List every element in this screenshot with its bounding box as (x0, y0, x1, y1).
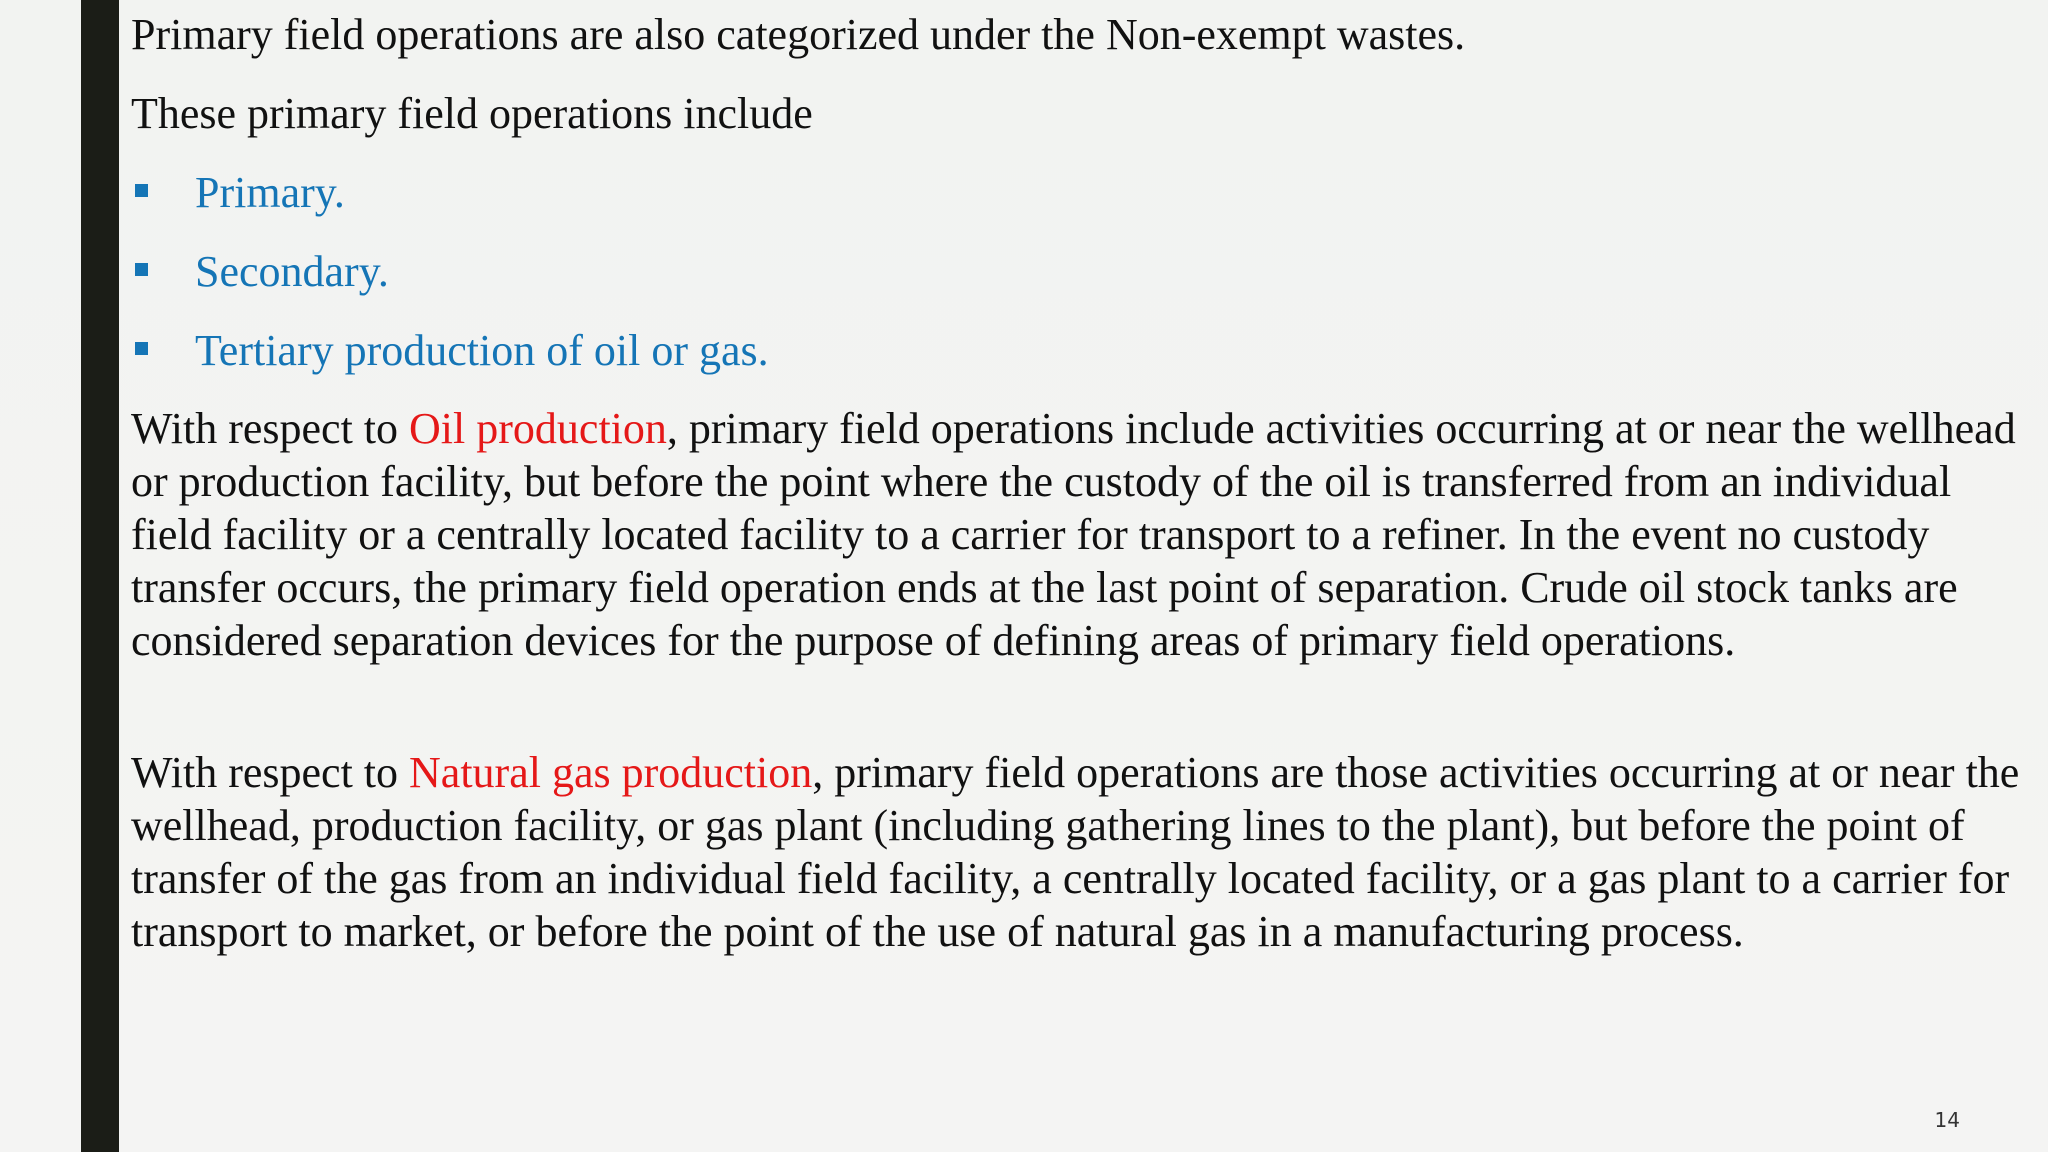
gas-production-paragraph (131, 746, 2031, 958)
list-item (131, 245, 769, 298)
gas-production-highlight: Natural gas production (409, 748, 813, 797)
list-item-text: Secondary. (195, 247, 389, 296)
left-accent-bar (81, 0, 119, 1152)
intro-line-1: Primary field operations are also categorized under the Non-exempt wastes. (131, 10, 1466, 59)
oil-body: , primary field operations include activities occurring at or near the wellhead or production facility, but before the point where the custody of the oil is transferred from an individual field facility or a centrally located facility to a carrier for transport to a refiner. In the event no custody transfer occurs, the primary field operation ends at the last point of separation. Crude oil stock tanks are considered separation devices for the purpose of defining areas of primary field operations. (131, 404, 2016, 665)
oil-prefix: With respect to (131, 404, 410, 453)
oil-production-highlight: Oil production (409, 404, 667, 453)
gas-body: , primary field operations are those activities occurring at or near the wellhead, production facility, or gas plant (including gathering lines to the plant), but before the point of transfer of the gas from an individual field facility, a centrally located facility, or a gas plant to a carrier for transport to market, or before the point of the use of natural gas in a manufacturing process. (131, 748, 2020, 956)
gas-prefix: With respect to (131, 748, 410, 797)
list-item (131, 166, 769, 219)
page-number: 14 (1934, 1108, 1960, 1132)
operations-list (131, 166, 769, 403)
oil-production-paragraph (131, 402, 2031, 667)
square-bullet-icon (135, 342, 148, 355)
list-item (131, 324, 769, 377)
list-item-text: Tertiary production of oil or gas. (195, 326, 769, 375)
square-bullet-icon (135, 184, 148, 197)
list-item-text: Primary. (195, 168, 345, 217)
intro-line-2: These primary field operations include (131, 89, 813, 138)
square-bullet-icon (135, 263, 148, 276)
